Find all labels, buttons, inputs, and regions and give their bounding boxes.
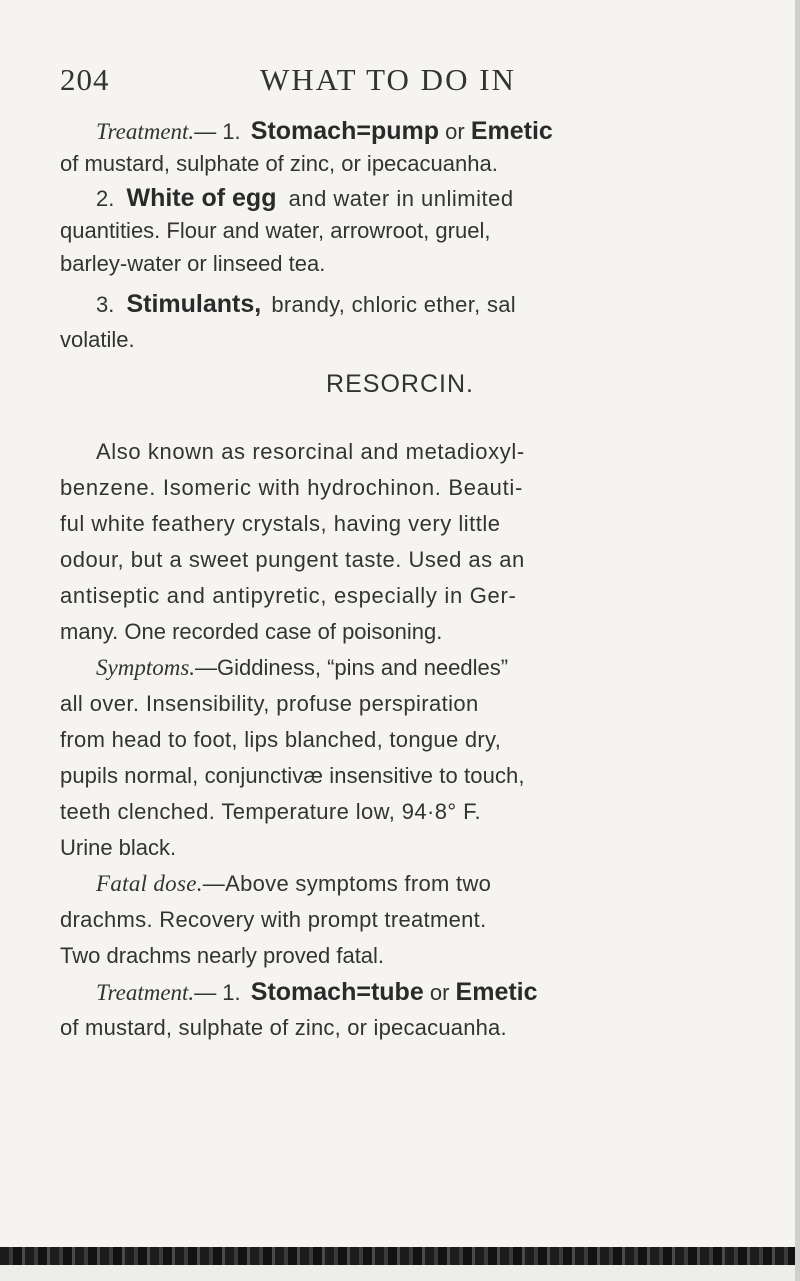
symptoms-label: Symptoms. bbox=[96, 655, 196, 680]
treatment-num: — 1. bbox=[194, 119, 241, 144]
fatal-dose-label: Fatal dose. bbox=[96, 871, 203, 896]
text-span: and water in unlimited bbox=[288, 186, 514, 211]
text-span: —Giddiness, “pins and needles” bbox=[195, 655, 509, 680]
text-line: volatile. bbox=[60, 327, 135, 352]
text-line: of mustard, sulphate of zinc, or ipecacuanha. bbox=[60, 151, 498, 176]
text-line: quantities. Flour and water, arrowroot, gruel, bbox=[60, 218, 491, 243]
text-line: Also known as resorcinal and metadioxyl- bbox=[96, 439, 525, 464]
text-line: Two drachms nearly proved fatal. bbox=[60, 943, 385, 968]
stimulants-term: Stimulants, bbox=[126, 290, 262, 318]
running-header bbox=[60, 62, 740, 102]
or-word: or bbox=[429, 980, 450, 1005]
white-of-egg-term: White of egg bbox=[126, 184, 277, 212]
item-number: 2. bbox=[96, 186, 115, 211]
text-line: pupils normal, conjunctivæ insensitive to touch, bbox=[60, 763, 525, 788]
item-number: 3. bbox=[96, 292, 115, 317]
section-heading: RESORCIN. bbox=[326, 370, 474, 398]
fatal-dose-line bbox=[96, 870, 800, 898]
text-line: drachms. Recovery with prompt treatment. bbox=[60, 907, 487, 932]
treatment-line-2 bbox=[96, 978, 800, 1007]
treatment-label: Treatment. bbox=[96, 119, 195, 144]
page-number: 204 bbox=[60, 62, 110, 97]
text-line: barley-water or linseed tea. bbox=[60, 251, 326, 276]
item-3-line bbox=[96, 290, 800, 319]
text-line: antiseptic and antipyretic, especially in Ger- bbox=[60, 583, 517, 608]
text-line: from head to foot, lips blanched, tongue dry, bbox=[60, 727, 502, 752]
emetic-term: Emetic bbox=[470, 117, 553, 145]
text-line: Urine black. bbox=[60, 835, 177, 860]
text-line: of mustard, sulphate of zinc, or ipecacuanha. bbox=[60, 1015, 507, 1040]
stomach-tube-term: Stomach=tube bbox=[250, 978, 424, 1006]
emetic-term: Emetic bbox=[455, 978, 538, 1006]
treatment-line-1 bbox=[96, 117, 800, 146]
or-word: or bbox=[445, 119, 465, 144]
running-title: WHAT TO DO IN bbox=[260, 62, 516, 97]
stomach-pump-term: Stomach=pump bbox=[250, 117, 440, 145]
text-line: benzene. Isomeric with hydrochinon. Beauti- bbox=[60, 475, 523, 500]
text-line: all over. Insensibility, profuse perspiration bbox=[60, 691, 479, 716]
text-span: brandy, chloric ether, sal bbox=[271, 292, 516, 317]
page-bottom-margin bbox=[0, 1265, 795, 1281]
symptoms-line bbox=[96, 654, 800, 682]
text-line: teeth clenched. Temperature low, 94·8° F. bbox=[60, 799, 482, 824]
item-2-line bbox=[96, 184, 800, 213]
text-line: many. One recorded case of poisoning. bbox=[60, 619, 443, 644]
text-line: odour, but a sweet pungent taste. Used as an bbox=[60, 547, 525, 572]
treatment-num: — 1. bbox=[194, 980, 241, 1005]
text-line: ful white feathery crystals, having very little bbox=[60, 511, 501, 536]
text-span: —Above symptoms from two bbox=[202, 871, 492, 896]
treatment-label: Treatment. bbox=[96, 980, 195, 1005]
page-bottom-border bbox=[0, 1247, 795, 1265]
